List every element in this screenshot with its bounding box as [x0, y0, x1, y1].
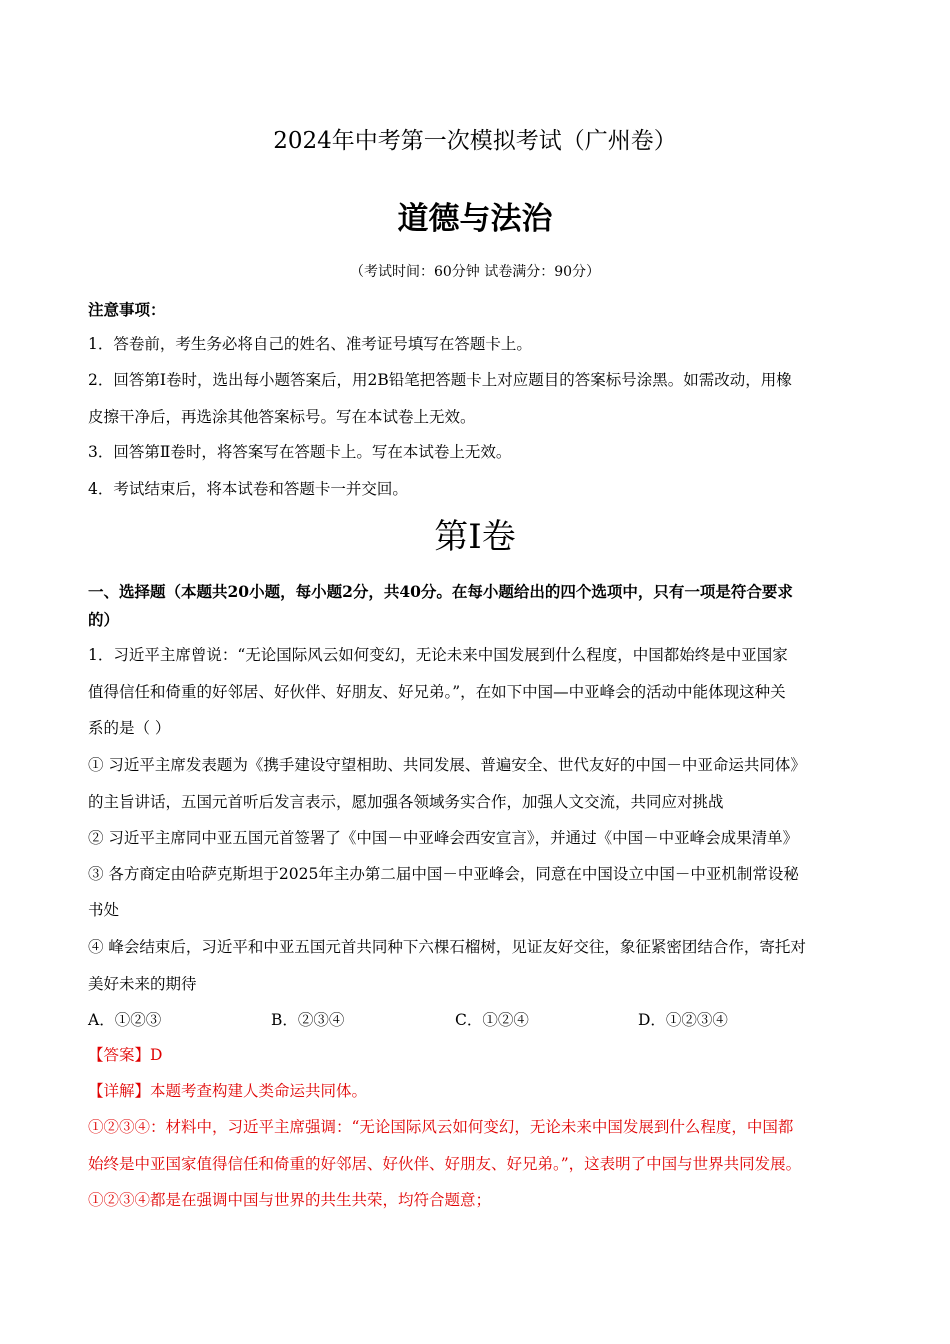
question-stem-line-3: 系的是（ ） [88, 719, 171, 737]
question-item-4-line-2: 美好未来的期待 [88, 975, 197, 993]
question-item-3-line-2: 书处 [88, 901, 120, 919]
detail-line-3: ①②③④都是在强调中国与世界的共生共荣，均符合题意； [88, 1191, 492, 1209]
option-c: C．①②④ [455, 1011, 529, 1029]
section-instruction-line-2: 的） [88, 610, 120, 629]
section-title: 第Ⅰ卷 [434, 517, 516, 557]
notice-item-2-line-1: 2．回答第Ⅰ卷时，选出每小题答案后，用2B铅笔把答题卡上对应题目的答案标号涂黑。如需改动，用橡 [88, 371, 792, 389]
answer-line: 【答案】D [88, 1046, 163, 1064]
question-item-1-line-2: 的主旨讲话，五国元首听后发言表示，愿加强各领域务实合作，加强人文交流，共同应对挑战 [88, 793, 724, 811]
question-item-2: ② 习近平主席同中亚五国元首签署了《中国－中亚峰会西安宣言》，并通过《中国－中亚峰会成果清单》 [88, 829, 799, 847]
question-stem-line-2: 值得信任和倚重的好邻居、好伙伴、好朋友、好兄弟。”，在如下中国—中亚峰会的活动中能体现这种关 [88, 683, 786, 701]
notice-item-2-line-2: 皮擦干净后，再选涂其他答案标号。写在本试卷上无效。 [88, 408, 476, 426]
option-d: D．①②③④ [638, 1011, 728, 1029]
section-instruction-line-1: 一、选择题（本题共20小题，每小题2分，共40分。在每小题给出的四个选项中，只有一项是符合要求 [88, 582, 793, 601]
detail-intro: 【详解】本题考查构建人类命运共同体。 [88, 1082, 368, 1100]
subject-title: 道德与法治 [397, 201, 553, 237]
exam-info: （考试时间：60分钟 试卷满分：90分） [349, 264, 601, 280]
notice-item-3: 3．回答第Ⅱ卷时，将答案写在答题卡上。写在本试卷上无效。 [88, 443, 512, 461]
exam-title: 2024年中考第一次模拟考试（广州卷） [273, 128, 677, 154]
detail-line-1: ①②③④：材料中，习近平主席强调：“无论国际风云如何变幻，无论未来中国发展到什么程度，中国都 [88, 1118, 794, 1136]
question-item-1-line-1: ① 习近平主席发表题为《携手建设守望相助、共同发展、普遍安全、世代友好的中国－中亚命运共同体》 [88, 756, 806, 774]
question-item-3-line-1: ③ 各方商定由哈萨克斯坦于2025年主办第二届中国－中亚峰会，同意在中国设立中国－中亚机制常设秘 [88, 865, 799, 883]
question-item-4-line-1: ④ 峰会结束后，习近平和中亚五国元首共同种下六棵石榴树，见证友好交往，象征紧密团结合作，寄托对 [88, 938, 806, 956]
notice-item-4: 4．考试结束后，将本试卷和答题卡一并交回。 [88, 480, 408, 498]
question-stem-line-1: 1．习近平主席曾说：“无论国际风云如何变幻，无论未来中国发展到什么程度，中国都始终是中亚国家 [88, 646, 788, 664]
detail-line-2: 始终是中亚国家值得信任和倚重的好邻居、好伙伴、好朋友、好兄弟。”，这表明了中国与世界共同发展。 [88, 1155, 802, 1173]
notice-heading: 注意事项： [88, 300, 166, 319]
option-a: A．①②③ [88, 1011, 162, 1029]
notice-item-1: 1．答卷前，考生务必将自己的姓名、准考证号填写在答题卡上。 [88, 335, 532, 353]
option-b: B．②③④ [271, 1011, 345, 1029]
